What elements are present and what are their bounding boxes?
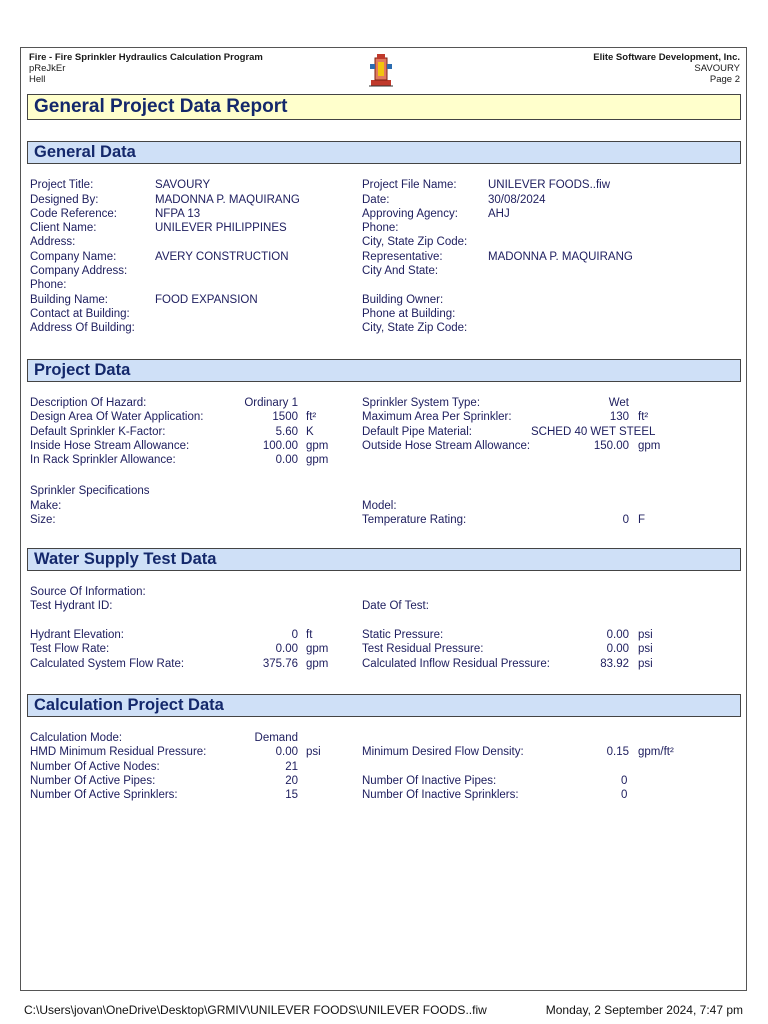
- project-right-value: SCHED 40 WET STEEL: [531, 426, 656, 438]
- general-left-label: Client Name:: [30, 222, 97, 234]
- water-right-label: Calculated Inflow Residual Pressure:: [362, 658, 550, 670]
- project-left-label: Design Area Of Water Application:: [30, 411, 204, 423]
- calc-left-label: Number Of Active Nodes:: [30, 761, 160, 773]
- general-left-label: Phone:: [30, 279, 67, 291]
- project-left-label: Description Of Hazard:: [30, 397, 147, 409]
- project-right-label: Sprinkler System Type:: [362, 397, 481, 409]
- header-line-2: pReJkEr: [29, 63, 66, 74]
- calc-left-label: HMD Minimum Residual Pressure:: [30, 746, 207, 758]
- source-of-information-label: Source Of Information:: [30, 586, 146, 598]
- report-page: [20, 47, 747, 991]
- temperature-rating-value: 0: [622, 514, 629, 526]
- general-left-label: Address Of Building:: [30, 322, 135, 334]
- project-right-label: Default Pipe Material:: [362, 426, 472, 438]
- calc-right-label: Number Of Inactive Sprinklers:: [362, 789, 519, 801]
- calc-left-value: Demand: [254, 732, 298, 744]
- general-right-label: City And State:: [362, 265, 439, 277]
- general-left-value: AVERY CONSTRUCTION: [155, 251, 289, 263]
- water-right-unit: psi: [638, 629, 653, 641]
- project-right-unit: ft²: [638, 411, 649, 423]
- make-label: Make:: [30, 500, 62, 512]
- date-of-test-label: Date Of Test:: [362, 600, 429, 612]
- project-left-unit: ft²: [306, 411, 317, 423]
- general-right-label: Representative:: [362, 251, 443, 263]
- general-left-label: Building Name:: [30, 294, 108, 306]
- water-left-unit: gpm: [306, 643, 329, 655]
- general-right-label: Project File Name:: [362, 179, 457, 191]
- project-left-unit: gpm: [306, 454, 329, 466]
- general-left-value: MADONNA P. MAQUIRANG: [155, 194, 300, 206]
- calc-left-label: Number Of Active Pipes:: [30, 775, 156, 787]
- general-right-label: Phone at Building:: [362, 308, 456, 320]
- section-project-data: Project Data: [27, 359, 741, 382]
- general-right-label: Approving Agency:: [362, 208, 458, 220]
- project-left-value: 1500: [272, 411, 298, 423]
- general-left-value: FOOD EXPANSION: [155, 294, 258, 306]
- project-left-label: In Rack Sprinkler Allowance:: [30, 454, 176, 466]
- general-left-label: Project Title:: [30, 179, 94, 191]
- general-left-value: SAVOURY: [155, 179, 211, 191]
- water-right-value: 83.92: [600, 658, 629, 670]
- general-right-label: City, State Zip Code:: [362, 322, 468, 334]
- water-left-label: Hydrant Elevation:: [30, 629, 124, 641]
- water-right-label: Test Residual Pressure:: [362, 643, 484, 655]
- calc-left-value: 20: [285, 775, 298, 787]
- calc-left-value: 21: [285, 761, 298, 773]
- program-name: Fire - Fire Sprinkler Hydraulics Calculation Program: [29, 52, 263, 63]
- calc-left-label: Number Of Active Sprinklers:: [30, 789, 178, 801]
- report-title: General Project Data Report: [27, 94, 741, 120]
- water-right-unit: psi: [638, 643, 653, 655]
- project-left-label: Default Sprinkler K-Factor:: [30, 426, 166, 438]
- calc-right-label: Number Of Inactive Pipes:: [362, 775, 497, 787]
- general-left-label: Company Name:: [30, 251, 117, 263]
- general-left-value: NFPA 13: [155, 208, 201, 220]
- general-left-label: Code Reference:: [30, 208, 117, 220]
- calc-right-value: 0: [621, 789, 628, 801]
- size-label: Size:: [30, 514, 56, 526]
- calc-right-value: 0.15: [606, 746, 629, 758]
- calc-right-unit: gpm/ft²: [638, 746, 674, 758]
- calc-left-unit: psi: [306, 746, 321, 758]
- general-left-label: Company Address:: [30, 265, 128, 277]
- project-right-value: 150.00: [593, 440, 629, 452]
- project-left-label: Inside Hose Stream Allowance:: [30, 440, 190, 452]
- general-right-label: Date:: [362, 194, 390, 206]
- water-right-label: Static Pressure:: [362, 629, 444, 641]
- header-project: SAVOURY: [694, 63, 740, 74]
- general-left-label: Designed By:: [30, 194, 99, 206]
- water-left-unit: ft: [306, 629, 313, 641]
- water-right-value: 0.00: [606, 643, 629, 655]
- footer-datetime: Monday, 2 September 2024, 7:47 pm: [545, 1003, 743, 1017]
- sprinkler-spec-title: Sprinkler Specifications: [30, 485, 150, 497]
- water-left-value: 0.00: [275, 643, 298, 655]
- project-left-value: 100.00: [262, 440, 298, 452]
- general-right-value: AHJ: [488, 208, 510, 220]
- project-right-unit: gpm: [638, 440, 661, 452]
- header-line-3: Hell: [29, 74, 46, 85]
- project-left-value: Ordinary 1: [244, 397, 298, 409]
- footer-file-path: C:\Users\jovan\OneDrive\Desktop\GRMIV\UNILEVER FOODS\UNILEVER FOODS..fiw: [24, 1003, 487, 1017]
- general-right-label: Building Owner:: [362, 294, 444, 306]
- water-left-value: 375.76: [262, 658, 298, 670]
- water-left-value: 0: [291, 629, 298, 641]
- test-hydrant-id-label: Test Hydrant ID:: [30, 600, 113, 612]
- calc-right-value: 0: [621, 775, 628, 787]
- general-left-label: Contact at Building:: [30, 308, 130, 320]
- section-general-data: General Data: [27, 141, 741, 164]
- general-right-value: UNILEVER FOODS..fiw: [488, 179, 611, 191]
- calc-left-value: 0.00: [275, 746, 298, 758]
- water-left-unit: gpm: [306, 658, 329, 670]
- project-right-label: Maximum Area Per Sprinkler:: [362, 411, 512, 423]
- project-right-label: Outside Hose Stream Allowance:: [362, 440, 531, 452]
- project-left-value: 0.00: [275, 454, 298, 466]
- water-left-label: Test Flow Rate:: [30, 643, 110, 655]
- temperature-rating-label: Temperature Rating:: [362, 514, 467, 526]
- project-right-value: Wet: [608, 397, 629, 409]
- calc-left-label: Calculation Mode:: [30, 732, 123, 744]
- project-right-value: 130: [609, 411, 629, 423]
- general-left-label: Address:: [30, 236, 76, 248]
- hydrant-logo-icon: [367, 50, 395, 88]
- calc-right-label: Minimum Desired Flow Density:: [362, 746, 524, 758]
- section-water-supply: Water Supply Test Data: [27, 548, 741, 571]
- general-right-label: Phone:: [362, 222, 399, 234]
- page-number: Page 2: [709, 74, 740, 85]
- calc-left-value: 15: [285, 789, 298, 801]
- section-calculation-data: Calculation Project Data: [27, 694, 741, 717]
- temperature-rating-unit: F: [638, 514, 646, 526]
- project-left-value: 5.60: [275, 426, 298, 438]
- general-right-label: City, State Zip Code:: [362, 236, 468, 248]
- general-right-value: MADONNA P. MAQUIRANG: [488, 251, 633, 263]
- water-right-unit: psi: [638, 658, 653, 670]
- project-left-unit: K: [306, 426, 314, 438]
- company-name: Elite Software Development, Inc.: [593, 52, 740, 63]
- model-label: Model:: [362, 500, 397, 512]
- water-right-value: 0.00: [606, 629, 629, 641]
- general-left-value: UNILEVER PHILIPPINES: [155, 222, 287, 234]
- water-left-label: Calculated System Flow Rate:: [30, 658, 185, 670]
- project-left-unit: gpm: [306, 440, 329, 452]
- general-right-value: 30/08/2024: [488, 194, 546, 206]
